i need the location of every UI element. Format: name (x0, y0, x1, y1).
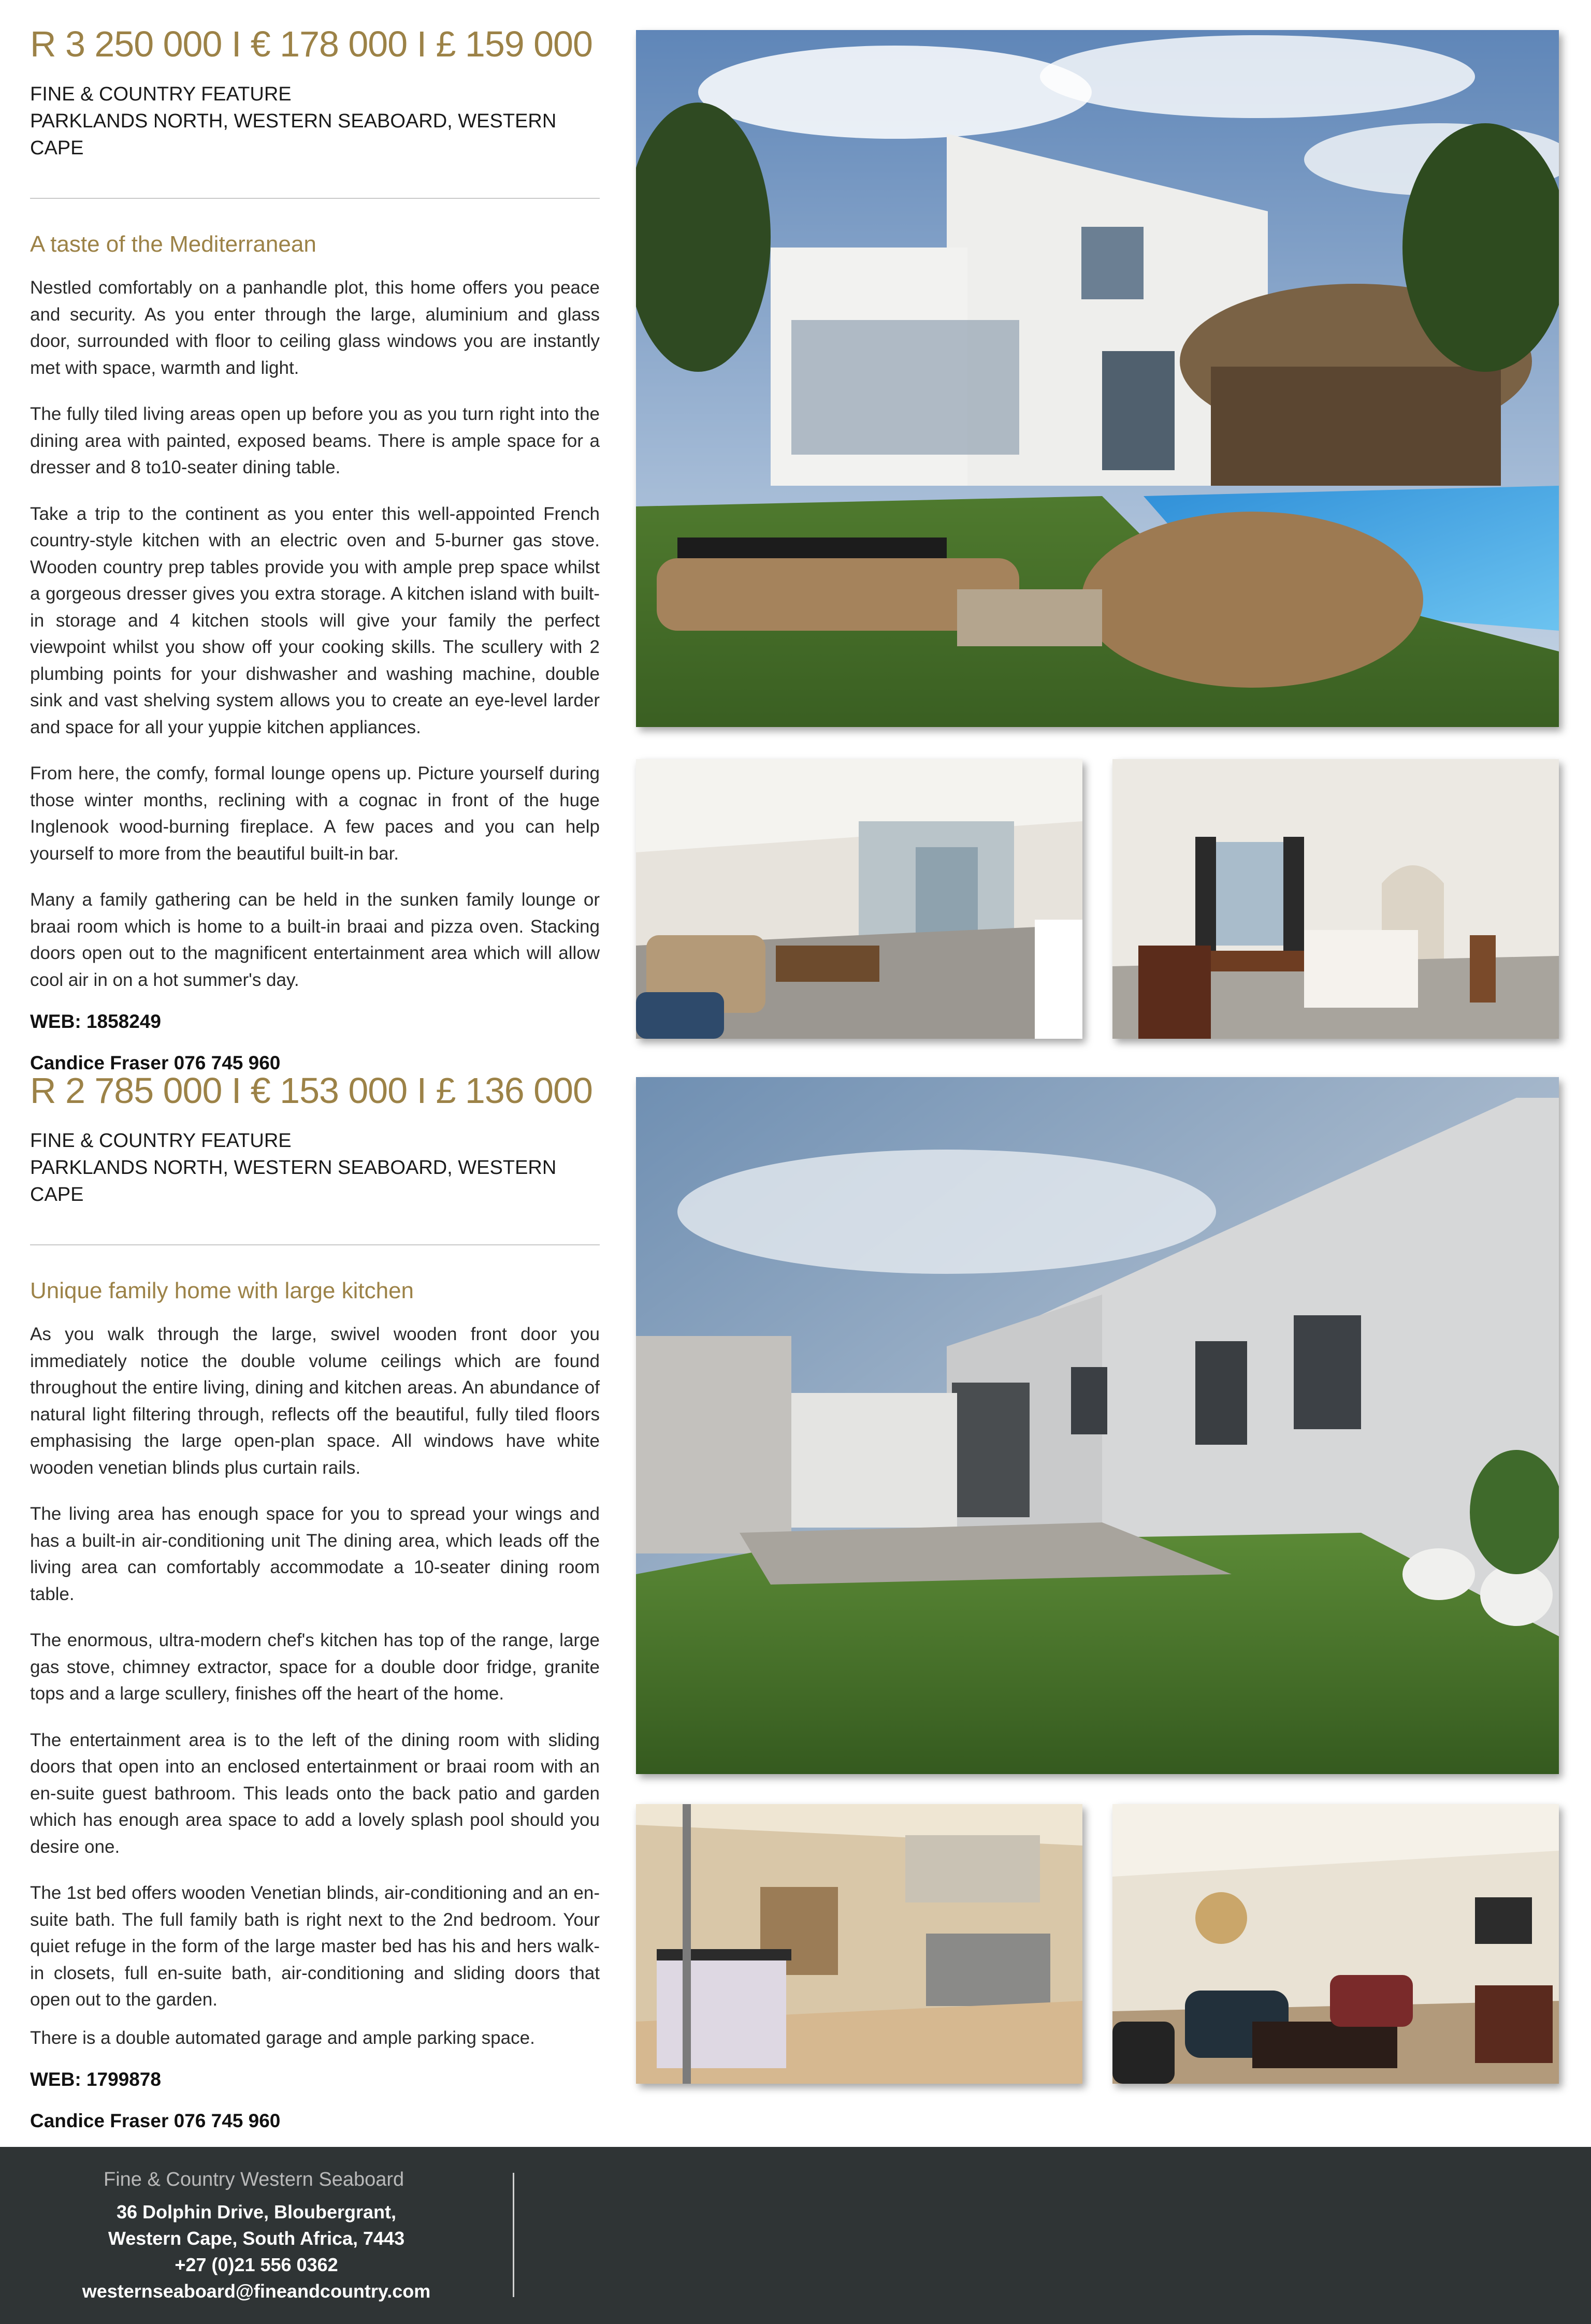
divider (30, 1244, 600, 1245)
listing-2-kitchen-photo (636, 1804, 1082, 2084)
listing-2-headline: Unique family home with large kitchen (30, 1278, 414, 1303)
listing-1-text (30, 26, 600, 1076)
listing-1-address: PARKLANDS NORTH, WESTERN SEABOARD, WESTERN CAPE (30, 110, 557, 159)
listing-1-headline: A taste of the Mediterranean (30, 231, 316, 257)
listing-2-paragraph: There is a double automated garage and ample parking space. (30, 2027, 535, 2048)
footer-address-line: Western Cape, South Africa, 7443 (108, 2228, 405, 2249)
listing-2-address: PARKLANDS NORTH, WESTERN SEABOARD, WESTERN CAPE (30, 1157, 557, 1205)
listing-1-paragraph: Take a trip to the continent as you enter this well-appointed French country-style kitchen with an electric oven and 5-burner gas stove. Wooden country prep tables provide you with ample prep space whilst a gorgeous dresser gives you extra storage. A kitchen island with built-in storage and 4 kitchen stools will give your family the perfect viewpoint whilst you show off your cooking skills. The scullery with 2 plumbing points for your dishwasher and washing machine, double sink and vast shelving system allows you to create an eye-level larder and space for all your yuppie kitchen appliances. (30, 503, 600, 737)
listing-1-web-ref: WEB: 1858249 (30, 1011, 161, 1032)
listing-1-main-photo (636, 30, 1559, 727)
listing-2-paragraph: The entertainment area is to the left of the dining room with sliding doors that open into an enclosed entertainment or braai room with an en-suite guest bathroom. This leads onto the back patio and garden which has enough area space to add a lovely splash pool should you desire one. (30, 1730, 600, 1857)
footer-phone[interactable]: +27 (0)21 556 0362 (175, 2254, 338, 2275)
listing-2-text (30, 1072, 600, 2134)
listing-1-paragraph: The fully tiled living areas open up before you as you turn right into the dining area with painted, exposed beams. There is ample space for a dresser and 8 to10-seater dining table. (30, 404, 600, 477)
listing-1-agent: Candice Fraser 076 745 960 (30, 1052, 281, 1073)
listing-2-paragraph: The living area has enough space for you to spread your wings and has a built-in air-conditioning unit The dining area, which leads off the living area can comfortably accommodate a 10-seater dining room table. (30, 1504, 600, 1604)
listing-2-web-ref: WEB: 1799878 (30, 2069, 161, 2090)
listing-1-paragraph: From here, the comfy, formal lounge opens up. Picture yourself during those winter months, reclining with a cognac in front of the huge Inglenook wood-burning fireplace. A few paces and you can help yourself to more from the beautiful built-in bar. (30, 763, 600, 864)
listing-2-paragraph: The 1st bed offers wooden Venetian blinds, air-conditioning and an en-suite bath. The full family bath is right next to the 2nd bedroom. Your quiet refuge in the form of the large master bed has his and hers walk-in closets, full en-suite bath, air-conditioning and sliding doors that open out to the garden. (30, 1883, 600, 2010)
listing-2-living-photo (1112, 1804, 1559, 2084)
listing-1-lounge-photo (636, 759, 1082, 1039)
footer (0, 2147, 1591, 2324)
listing-1-paragraph: Many a family gathering can be held in the sunken family lounge or braai room which is home to a built-in braai and pizza oven. Stacking doors open out to the magnificent entertainment area which will allow cool air in on a hot summer's day. (30, 890, 600, 990)
footer-address-line: 36 Dolphin Drive, Bloubergrant, (116, 2201, 397, 2223)
listing-2-feature: FINE & COUNTRY FEATURE (30, 1130, 292, 1152)
listing-1-paragraph: Nestled comfortably on a panhandle plot, this home offers you peace and security. As you enter through the large, aluminium and glass door, surrounded with floor to ceiling glass windows you are instantly met with space, warmth and light. (30, 278, 600, 378)
listing-2-main-photo (636, 1077, 1559, 1774)
listing-2-price: R 2 785 000 I € 153 000 I £ 136 000 (30, 1070, 592, 1111)
listing-1-feature: FINE & COUNTRY FEATURE (30, 83, 292, 105)
footer-divider (513, 2173, 514, 2297)
footer-office-name: Fine & Country Western Seaboard (104, 2169, 404, 2190)
listing-2-agent: Candice Fraser 076 745 960 (30, 2110, 281, 2131)
listing-1-price: R 3 250 000 I € 178 000 I £ 159 000 (30, 24, 592, 64)
listing-2-paragraph: The enormous, ultra-modern chef's kitchen has top of the range, large gas stove, chimney extractor, space for a double door fridge, granite tops and a large scullery, finishes off the heart of the home. (30, 1630, 600, 1704)
listing-1-dining-photo (1112, 759, 1559, 1039)
listing-2-paragraph: As you walk through the large, swivel wooden front door you immediately notice the double volume ceilings which are found throughout the entire living, dining and kitchen areas. An abundance of natural light filtering through, reflects off the beautiful, fully tiled floors emphasising the large open-plan space. All windows have white wooden venetian blinds plus curtain rails. (30, 1324, 600, 1478)
footer-email[interactable]: westernseaboard@fineandcountry.com (82, 2281, 431, 2302)
divider (30, 198, 600, 199)
